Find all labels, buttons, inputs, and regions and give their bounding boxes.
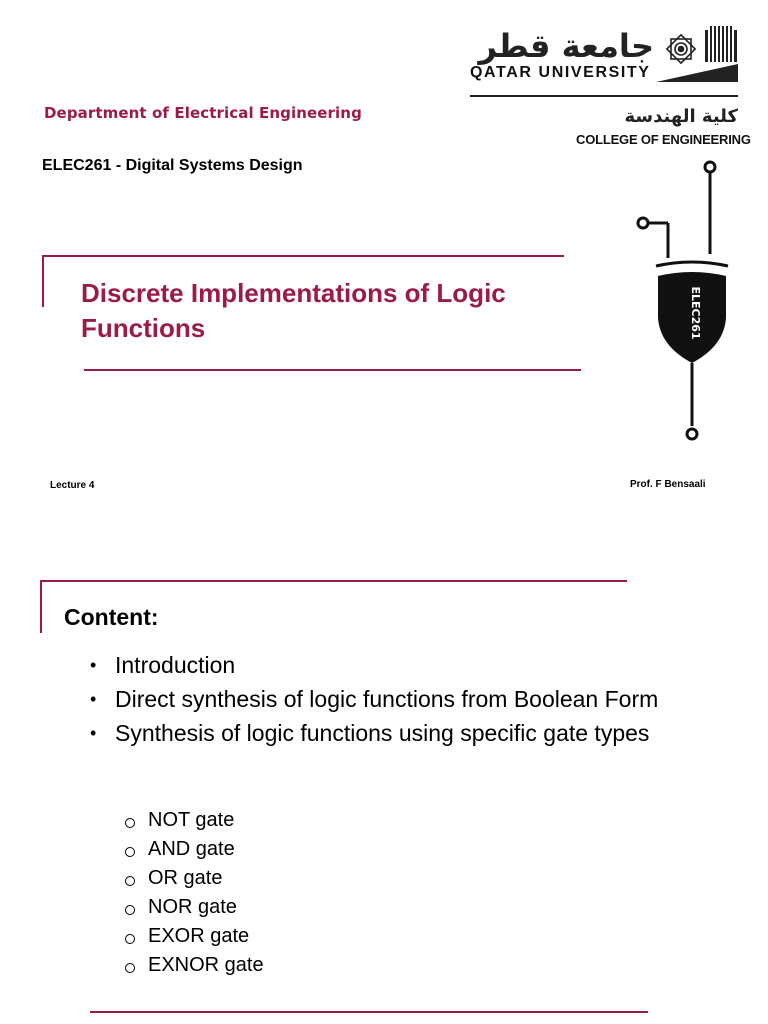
department-name: Department of Electrical Engineering: [44, 104, 362, 122]
list-item: EXOR gate: [124, 922, 264, 951]
title-rule-left: [42, 255, 44, 307]
title-rule-bottom: [84, 369, 581, 371]
university-name-arabic: جامعة قطر: [478, 27, 654, 65]
logo-divider-line: [470, 95, 738, 97]
content-rule-top: [40, 580, 627, 582]
professor-name: Prof. F Bensaali: [630, 479, 706, 490]
university-seal-icon: [662, 30, 700, 68]
list-item: EXNOR gate: [124, 951, 264, 980]
content-bullet-list: [88, 652, 688, 754]
logo-divider-wedge: [656, 64, 738, 82]
content-heading: Content:: [64, 604, 159, 630]
university-name-english: QATAR UNIVERSITY: [470, 64, 651, 81]
list-item: • Introduction: [88, 652, 688, 679]
columns-emblem-icon: [704, 26, 738, 62]
list-item: • Direct synthesis of logic functions from Boolean Form: [88, 686, 663, 713]
gate-type-sublist: [124, 806, 264, 980]
title-rule-top: [42, 255, 564, 257]
list-item: AND gate: [124, 835, 264, 864]
college-name-english: COLLEGE OF ENGINEERING: [576, 132, 751, 147]
course-title: ELEC261 - Digital Systems Design: [42, 157, 303, 174]
list-item: NOT gate: [124, 806, 264, 835]
content-rule-left: [40, 580, 42, 633]
college-name-arabic: كلية الهندسة: [624, 106, 738, 127]
slide-title: Discrete Implementations of Logic Functions: [81, 278, 506, 343]
list-item: • Synthesis of logic functions using specific gate types: [88, 720, 663, 747]
xor-gate-icon: [630, 158, 740, 478]
list-item: NOR gate: [124, 893, 264, 922]
list-item: OR gate: [124, 864, 264, 893]
lecture-number: Lecture 4: [50, 480, 95, 491]
gate-label: ELEC261: [689, 286, 702, 340]
content-rule-bottom: [90, 1011, 648, 1013]
